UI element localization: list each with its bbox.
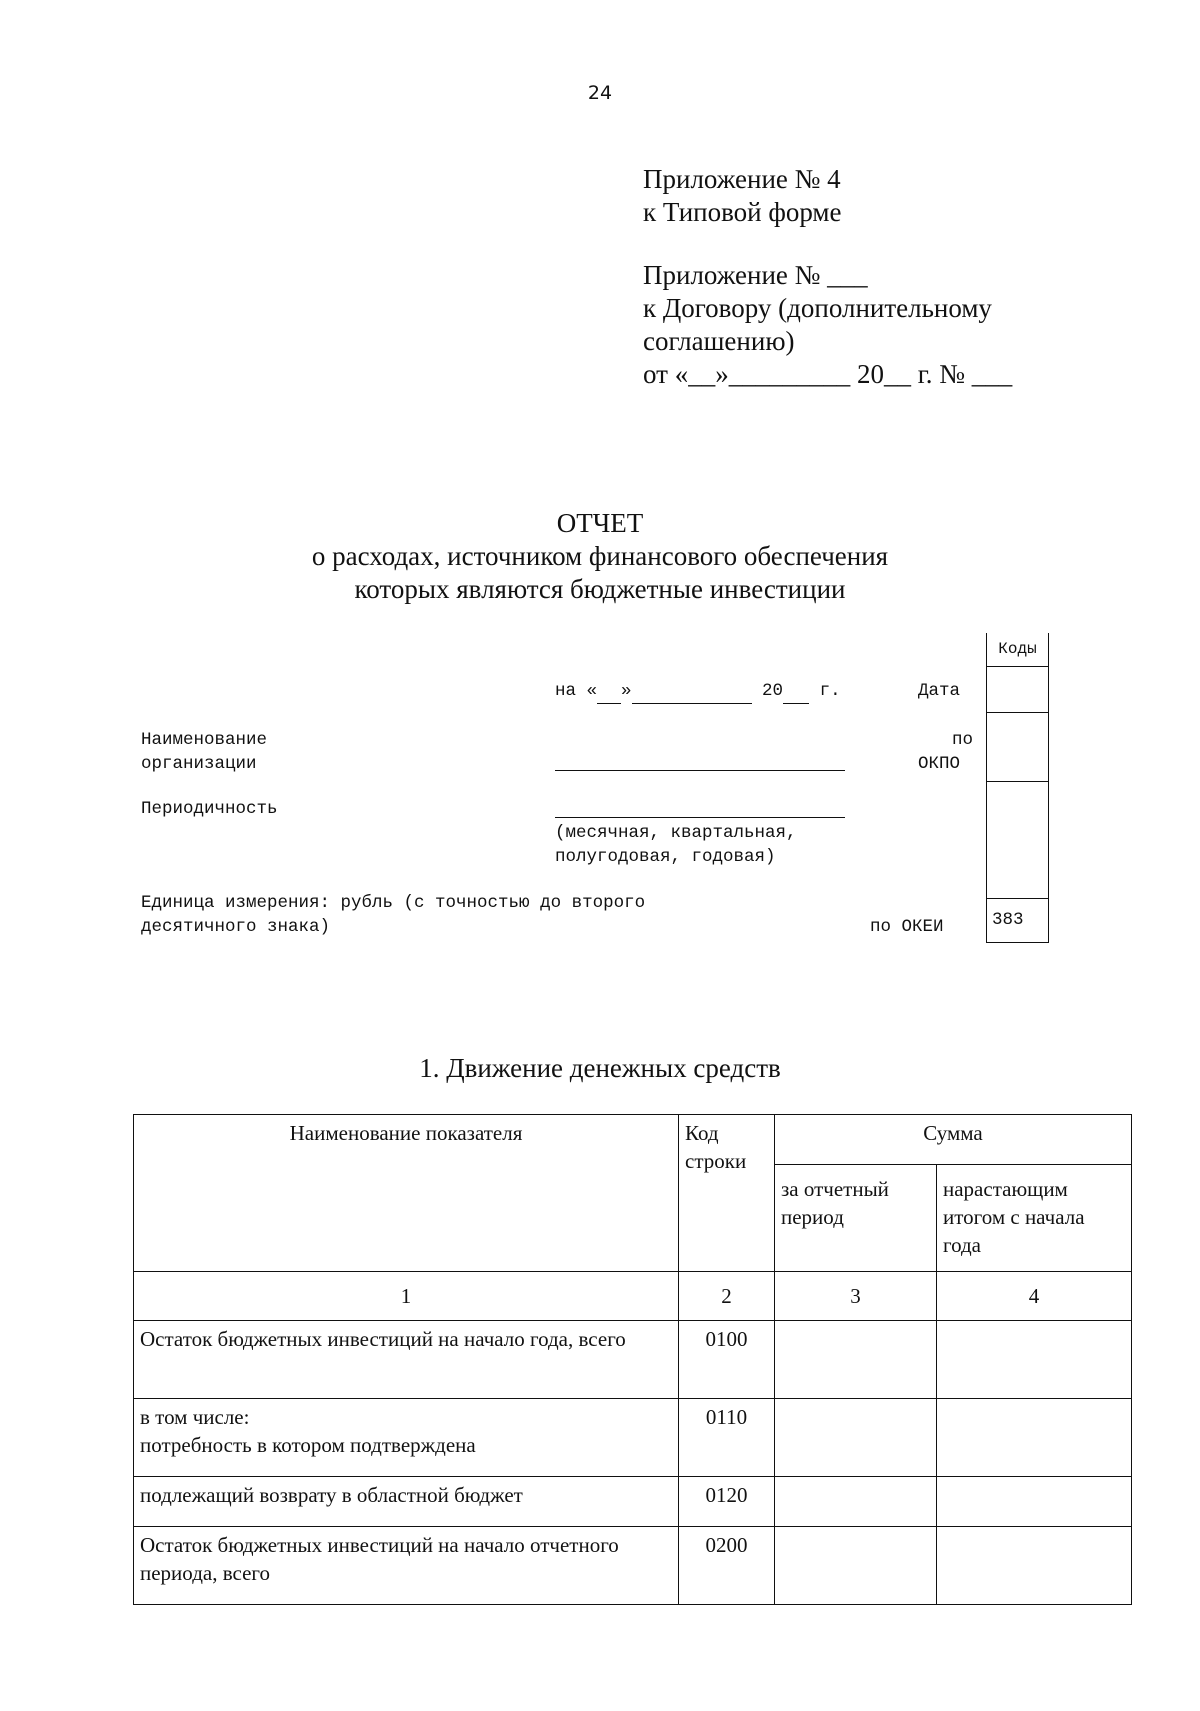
- header-period: за отчетный период: [775, 1165, 937, 1272]
- header-code: Код строки: [679, 1115, 775, 1272]
- report-subtitle: о расходах, источником финансового обеспечения: [311, 541, 889, 571]
- row-value-period[interactable]: [775, 1321, 937, 1399]
- row-value-period[interactable]: [775, 1477, 937, 1527]
- row-value-period[interactable]: [775, 1527, 937, 1605]
- page-number: 24: [587, 82, 613, 104]
- appendix-line: к Договору (дополнительному: [643, 293, 992, 323]
- period-hint: (месячная, квартальная,: [555, 823, 797, 843]
- header-name: Наименование показателя: [134, 1115, 679, 1272]
- row-code: 0100: [679, 1321, 775, 1399]
- codes-table: [986, 633, 1049, 943]
- appendix-line: Приложение № 4: [643, 164, 841, 194]
- row-value-cumulative[interactable]: [937, 1321, 1132, 1399]
- row-name: подлежащий возврату в областной бюджет: [134, 1477, 679, 1527]
- okpo-label: по: [951, 730, 973, 750]
- appendix-line: от «__»_________ 20__ г. № ___: [643, 359, 1013, 389]
- unit-label: Единица измерения: рубль (с точностью до второго: [141, 893, 646, 913]
- report-title: ОТЧЕТ: [556, 508, 644, 538]
- col-number: 2: [679, 1272, 775, 1321]
- okei-label: по ОКЕИ: [870, 917, 944, 937]
- row-name: Остаток бюджетных инвестиций на начало года, всего: [134, 1321, 679, 1399]
- date-month-field[interactable]: [632, 679, 752, 704]
- date-label: Дата: [918, 681, 961, 701]
- row-value-period[interactable]: [775, 1399, 937, 1477]
- col-number: 3: [775, 1272, 937, 1321]
- report-subtitle: которых являются бюджетные инвестиции: [354, 574, 846, 604]
- period-hint: полугодовая, годовая): [555, 847, 776, 867]
- appendix-line: Приложение № ___: [643, 260, 868, 290]
- section-title: 1. Движение денежных средств: [419, 1053, 781, 1083]
- date-day-field[interactable]: [597, 679, 621, 704]
- header-sum: Сумма: [775, 1115, 1132, 1165]
- row-value-cumulative[interactable]: [937, 1399, 1132, 1477]
- period-label: Периодичность: [141, 799, 278, 819]
- org-name-field[interactable]: [555, 770, 845, 771]
- org-label: Наименование: [141, 730, 268, 750]
- table-row: [134, 1399, 1132, 1477]
- row-name: в том числе: потребность в котором подтверждена: [134, 1399, 679, 1477]
- row-code: 0200: [679, 1527, 775, 1605]
- period-field[interactable]: [555, 817, 845, 818]
- okpo-code-cell[interactable]: [987, 712, 1049, 781]
- row-code: 0110: [679, 1399, 775, 1477]
- period-code-cell[interactable]: [987, 781, 1049, 898]
- org-label: организации: [141, 754, 257, 774]
- row-name: Остаток бюджетных инвестиций на начало отчетного периода, всего: [134, 1527, 679, 1605]
- row-value-cumulative[interactable]: [937, 1527, 1132, 1605]
- header-cumulative: нарастающим итогом с начала года: [937, 1165, 1132, 1272]
- appendix-block: [643, 163, 1012, 391]
- date-year-field[interactable]: [783, 679, 809, 704]
- table-row: [134, 1321, 1132, 1399]
- row-value-cumulative[interactable]: [937, 1477, 1132, 1527]
- appendix-line: к Типовой форме: [643, 197, 842, 227]
- appendix-line: соглашению): [643, 326, 795, 356]
- cash-flow-table: [133, 1114, 1132, 1605]
- okpo-label: ОКПО: [918, 754, 961, 774]
- table-row: [134, 1477, 1132, 1527]
- report-date-line: на « » 20 г.: [555, 679, 841, 704]
- okei-code-cell: 383: [987, 898, 1049, 942]
- row-code: 0120: [679, 1477, 775, 1527]
- codes-header: Коды: [987, 633, 1049, 666]
- table-row: [134, 1527, 1132, 1605]
- col-number: 4: [937, 1272, 1132, 1321]
- date-code-cell[interactable]: [987, 666, 1049, 712]
- col-number: 1: [134, 1272, 679, 1321]
- unit-label: десятичного знака): [141, 917, 331, 937]
